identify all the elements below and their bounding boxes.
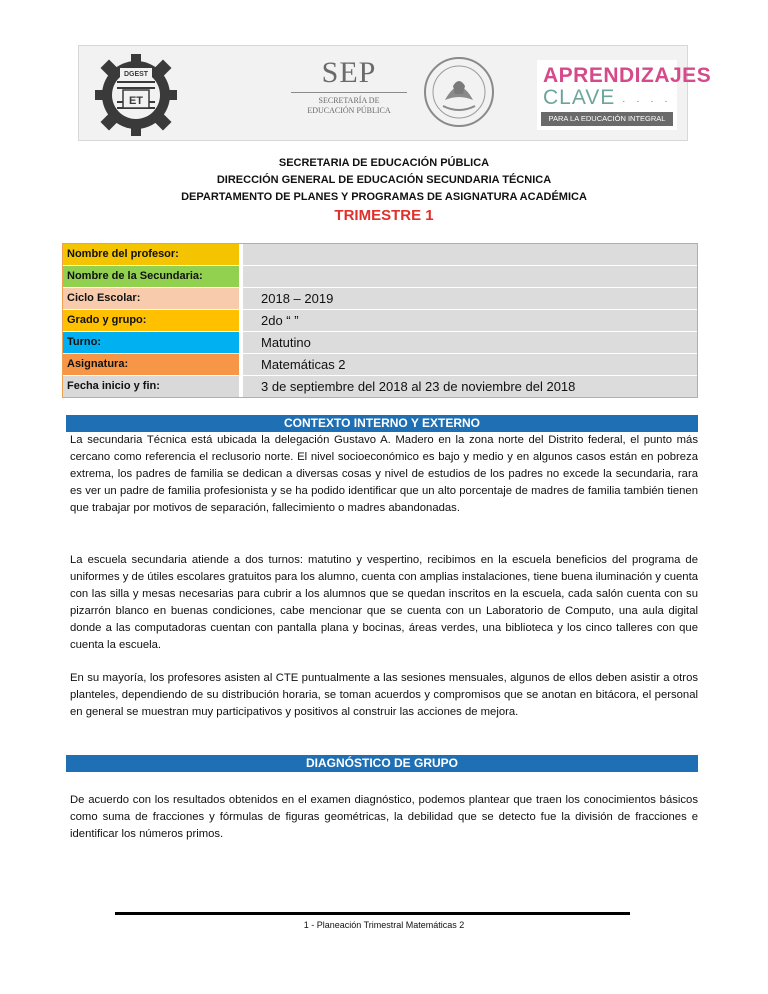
title-trimestre: TRIMESTRE 1 [334, 207, 434, 224]
sep-logo [289, 58, 409, 128]
info-value: 2do “ ” [243, 310, 697, 331]
aprendizajes-tagline: PARA LA EDUCACIÓN INTEGRAL [541, 112, 673, 126]
info-value: 3 de septiembre del 2018 al 23 de noviembre del 2018 [243, 376, 697, 397]
sep-logo-rule [291, 92, 407, 93]
mexico-seal-icon [423, 54, 495, 130]
info-row-ciclo [63, 288, 697, 310]
clave-title: CLAVE · · · · [543, 86, 677, 134]
svg-text:ET: ET [128, 95, 144, 107]
info-row-profesor [63, 244, 697, 266]
footer-rule [115, 912, 630, 915]
info-row-secundaria [63, 266, 697, 288]
dgest-gear-logo [93, 52, 179, 138]
aprendizajes-clave-logo [537, 60, 712, 130]
contexto-paragraph-2: La escuela secundaria atiende a dos turnos: matutino y vespertino, recibimos en la escuela beneficios del programa de uniformes y de útiles escolares gratuitos para los alumno, cuenta con amplias instalaciones, tiene buena iluminación y cuenta con las silla y mesas necesarias para cubrir a los alumnos que se quedan inscritos en la escuela, cada salón cuenta con su pizarrón blanco en buenas condiciones, cabe mencionar que se cuenta con un Laboratorio de Computo, una aula digital donde a las computadoras cuentan con pantalla plana y bocinas, áreas verdes, una biblioteca y los cinco talleres con que cuenta la escuela. [70, 554, 698, 651]
clave-dots: · · · · [622, 96, 672, 107]
info-label: Grado y grupo: [63, 310, 239, 331]
aprendizajes-title: APRENDIZAJES [543, 64, 712, 87]
info-row-turno [63, 332, 697, 354]
diagnostico-section-header: DIAGNÓSTICO DE GRUPO [66, 755, 698, 772]
info-label: Turno: [63, 332, 239, 353]
info-value: 2018 – 2019 [243, 288, 697, 309]
contexto-section-header: CONTEXTO INTERNO Y EXTERNO [66, 415, 698, 432]
info-label: Fecha inicio y fin: [63, 376, 239, 397]
diagnostico-paragraph: De acuerdo con los resultados obtenidos en el examen diagnóstico, podemos plantear que traen los conocimientos básicos como suma de fracciones y fórmulas de figuras geométricas, la debilidad que se detecto fue la división de fracciones e identificar los números primos. [70, 794, 698, 840]
info-row-fecha [63, 376, 697, 397]
svg-text:DGEST: DGEST [123, 71, 149, 78]
sep-logo-subtitle-2: EDUCACIÓN PÚBLICA [307, 106, 391, 115]
info-value: Matemáticas 2 [243, 354, 697, 375]
document-titles [0, 155, 768, 226]
info-label: Ciclo Escolar: [63, 288, 239, 309]
info-label: Nombre de la Secundaria: [63, 266, 239, 287]
info-value [243, 266, 697, 287]
info-label: Nombre del profesor: [63, 244, 239, 265]
title-direccion: DIRECCIÓN GENERAL DE EDUCACIÓN SECUNDARIA TÉCNICA [216, 174, 552, 186]
title-secretaria: SECRETARIA DE EDUCACIÓN PÚBLICA [278, 157, 490, 169]
info-table [62, 243, 698, 398]
info-value: Matutino [243, 332, 697, 353]
sep-logo-subtitle-1: SECRETARÍA DE [318, 96, 380, 105]
info-row-asignatura [63, 354, 697, 376]
header-logo-band [78, 45, 712, 141]
info-row-grado [63, 310, 697, 332]
contexto-paragraph-3: En su mayoría, los profesores asisten al CTE puntualmente a las sesiones mensuales, algunos de ellos deben asistir a otros planteles, dependiendo de su distribución horaria, se toman acuerdos y compromisos que se anotan en bitácora, el personal en general se muestran muy participativos y positivos al construir las acciones de mejora. [70, 672, 698, 718]
info-value [243, 244, 697, 265]
title-departamento: DEPARTAMENTO DE PLANES Y PROGRAMAS DE ASIGNATURA ACADÉMICA [181, 191, 587, 203]
info-label: Asignatura: [63, 354, 239, 375]
page-footer: 1 - Planeación Trimestral Matemáticas 2 [303, 920, 465, 930]
contexto-paragraph-1: La secundaria Técnica está ubicada la delegación Gustavo A. Madero en la zona norte del Distrito federal, el punto más cercano como referencia el reclusorio norte. El nivel socioeconómico es bajo y medio y en algunos casos están en pobreza extrema, los padres de familia se dedican a diversas cosas y nivel de estudios de los padres no excede la secundaria, rara es ver un padre de familia profesionista y se ha podido identificar que un alto porcentaje de madres de familia también tienen que trabajar por motivos de separación, fallecimiento o madres abandonadas. [70, 434, 698, 514]
sep-logo-title: SEP [321, 56, 377, 89]
